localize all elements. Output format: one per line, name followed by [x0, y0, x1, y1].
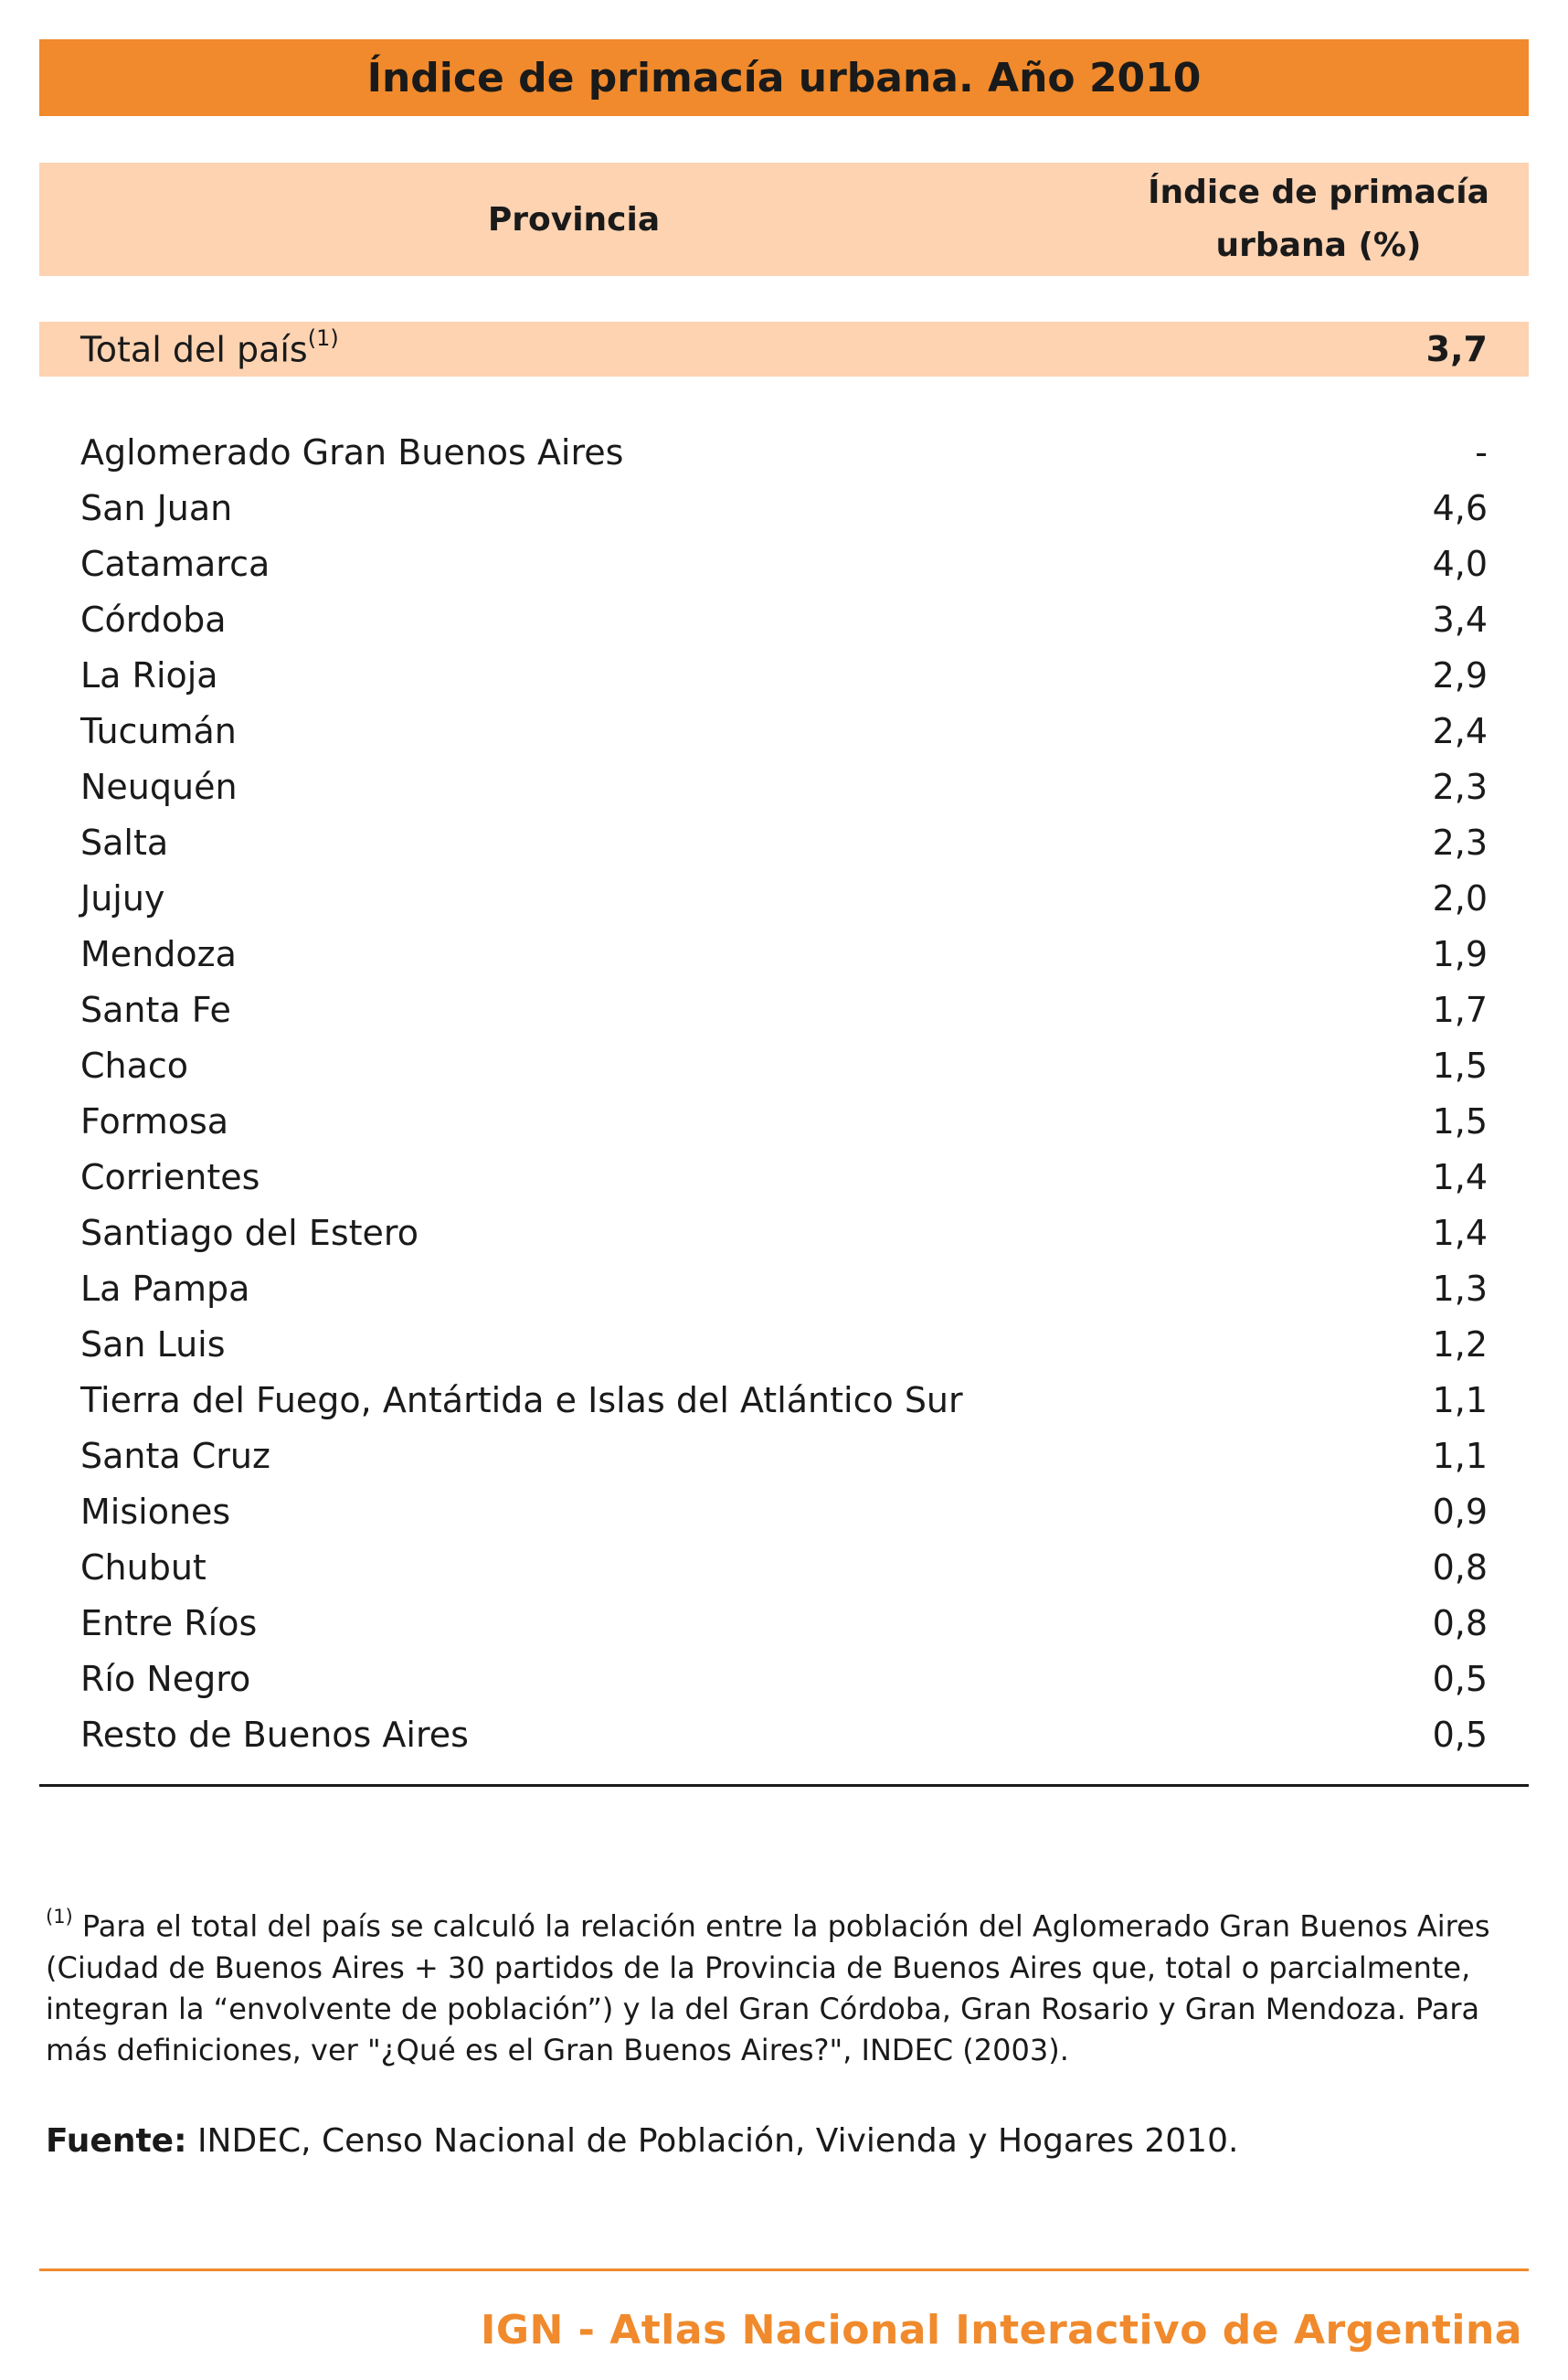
row-province: Córdoba — [80, 600, 227, 640]
table-row — [39, 819, 1529, 875]
table-row — [39, 1376, 1529, 1432]
row-province: Chubut — [80, 1547, 207, 1588]
brand-footer: IGN - Atlas Nacional Interactivo de Argentina — [481, 2307, 1522, 2353]
row-province: Tucumán — [80, 711, 237, 751]
table-row — [39, 429, 1529, 484]
table-row — [39, 1432, 1529, 1488]
row-province: San Juan — [80, 488, 233, 528]
table-row — [39, 875, 1529, 930]
row-value: 1,5 — [1432, 1046, 1488, 1086]
row-province: Santa Cruz — [80, 1436, 270, 1476]
row-province: Corrientes — [80, 1157, 260, 1197]
row-province: Resto de Buenos Aires — [80, 1715, 469, 1755]
row-province: La Rioja — [80, 655, 218, 696]
table-row — [39, 707, 1529, 763]
table-title — [39, 39, 1529, 116]
row-value: 4,0 — [1432, 544, 1488, 584]
total-value: 3,7 — [1425, 329, 1488, 369]
row-value: - — [1475, 432, 1488, 473]
row-value: 0,5 — [1432, 1659, 1488, 1699]
row-province: Jujuy — [80, 878, 165, 919]
table-row — [39, 596, 1529, 652]
table-row — [39, 1042, 1529, 1098]
source-text: INDEC, Censo Nacional de Población, Vivienda y Hogares 2010. — [186, 2122, 1239, 2160]
row-value: 4,6 — [1432, 488, 1488, 528]
row-value: 2,4 — [1432, 711, 1488, 751]
table-row — [39, 652, 1529, 707]
footnote — [46, 1899, 1508, 2071]
row-province: Misiones — [80, 1492, 231, 1532]
table-row — [39, 1209, 1529, 1265]
row-province: Aglomerado Gran Buenos Aires — [80, 432, 624, 473]
row-value: 1,9 — [1432, 934, 1488, 974]
source-label: Fuente: — [46, 2122, 187, 2160]
row-value: 1,4 — [1432, 1157, 1488, 1197]
row-value: 1,1 — [1432, 1436, 1488, 1476]
table-row — [39, 540, 1529, 596]
table-row — [39, 1544, 1529, 1599]
table-bottom-rule — [39, 1784, 1529, 1787]
row-province: Catamarca — [80, 544, 270, 584]
row-value: 3,4 — [1432, 600, 1488, 640]
row-value: 1,2 — [1432, 1324, 1488, 1365]
table-header — [39, 163, 1529, 276]
row-value: 0,8 — [1432, 1603, 1488, 1643]
table-title-text: Índice de primacía urbana. Año 2010 — [366, 54, 1202, 101]
row-value: 2,9 — [1432, 655, 1488, 696]
footnote-mark: (1) — [46, 1906, 73, 1928]
row-value: 1,5 — [1432, 1101, 1488, 1142]
row-value: 1,3 — [1432, 1269, 1488, 1309]
row-province: Tierra del Fuego, Antártida e Islas del Atlántico Sur — [80, 1380, 963, 1420]
row-province: Salta — [80, 823, 169, 863]
table-row — [39, 1153, 1529, 1209]
table-row — [39, 930, 1529, 986]
row-value: 1,4 — [1432, 1213, 1488, 1253]
total-row — [39, 322, 1529, 377]
row-province: Santiago del Estero — [80, 1213, 418, 1253]
table-body — [39, 429, 1529, 1767]
row-value: 0,8 — [1432, 1547, 1488, 1588]
table-row — [39, 1265, 1529, 1321]
row-province: Santa Fe — [80, 990, 231, 1030]
source — [46, 2122, 1508, 2160]
table-row — [39, 1321, 1529, 1376]
row-value: 1,7 — [1432, 990, 1488, 1030]
row-province: Mendoza — [80, 934, 237, 974]
total-label: Total del país — [80, 329, 308, 370]
table-row — [39, 484, 1529, 540]
row-value: 0,5 — [1432, 1715, 1488, 1755]
header-indice: Índice de primacía urbana (%) — [1148, 174, 1489, 264]
table-row — [39, 1655, 1529, 1711]
row-province: San Luis — [80, 1324, 226, 1365]
row-value: 1,1 — [1432, 1380, 1488, 1420]
row-province: Río Negro — [80, 1659, 251, 1699]
row-value: 2,3 — [1432, 823, 1488, 863]
row-value: 2,0 — [1432, 878, 1488, 919]
row-value: 2,3 — [1432, 767, 1488, 807]
row-province: Formosa — [80, 1101, 229, 1142]
header-provincia: Provincia — [487, 200, 661, 239]
footnote-text: Para el total del país se calculó la relación entre la población del Aglomerado Gran Buenos Aires (Ciudad de Buenos Aires + 30 partidos de la Provincia de Buenos Aires que, total o parcialmente, integran la “envolvente de población”) y la del Gran Córdoba, Gran Rosario y Gran Mendoza. Para más definiciones, ver "¿Qué es el Gran Buenos Aires?", INDEC (2003). — [46, 1908, 1490, 2067]
row-province: La Pampa — [80, 1269, 250, 1309]
footer-rule — [39, 2268, 1529, 2271]
total-label-wrap — [80, 325, 339, 370]
table-row — [39, 1098, 1529, 1153]
row-province: Neuquén — [80, 767, 238, 807]
table-row — [39, 1599, 1529, 1655]
row-province: Entre Ríos — [80, 1603, 258, 1643]
table-row — [39, 986, 1529, 1042]
table-row — [39, 763, 1529, 819]
row-value: 0,9 — [1432, 1492, 1488, 1532]
table-row — [39, 1488, 1529, 1544]
row-province: Chaco — [80, 1046, 189, 1086]
total-note-mark: (1) — [307, 325, 339, 351]
table-row — [39, 1711, 1529, 1767]
